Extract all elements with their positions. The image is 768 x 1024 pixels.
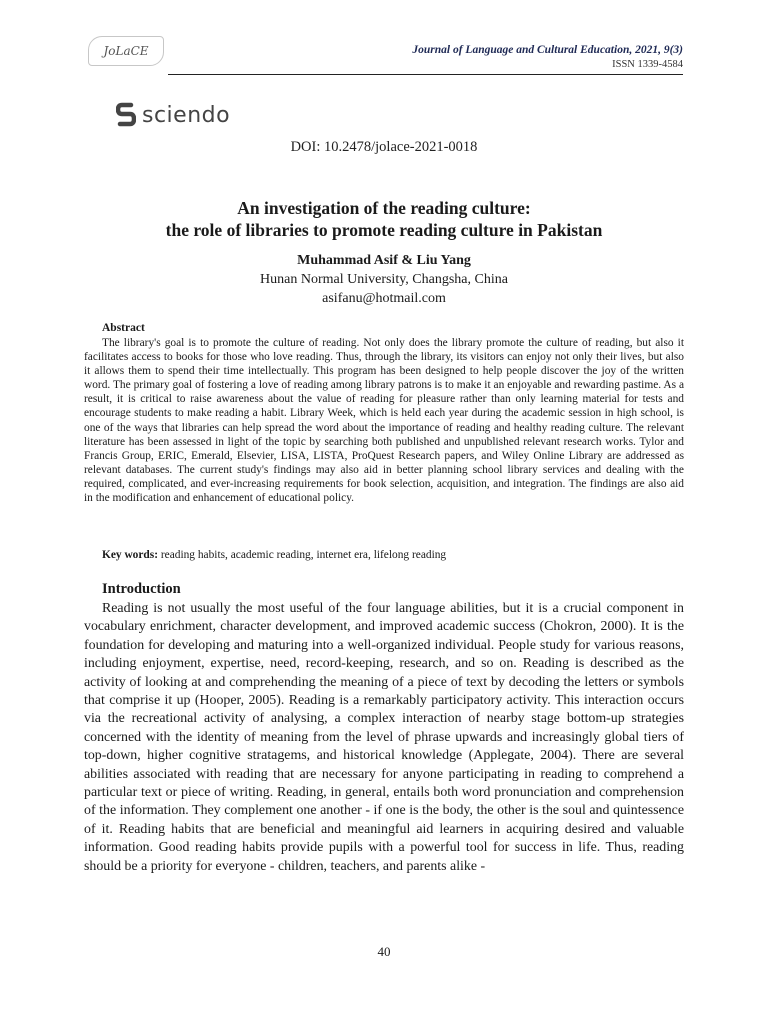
title-line-2: the role of libraries to promote reading culture in Pakistan [165, 220, 603, 240]
jolace-logo [88, 36, 164, 66]
header-divider [168, 74, 683, 75]
keywords-text: reading habits, academic reading, internet era, lifelong reading [158, 549, 447, 561]
keywords [102, 549, 446, 561]
paper-title [0, 197, 768, 241]
introduction-heading: Introduction [102, 581, 181, 597]
page-number: 40 [377, 944, 391, 959]
sciendo-s-icon [116, 101, 136, 129]
abstract-text: The library's goal is to promote the culture of reading. Not only does the library promote the culture of reading, but also it facilitates access to books for those who love reading. Thus, through the library, its visitors can enjoy not only their lives, but also it allows them to spend their time intellectually. This program has been designed to help people discover the joy of the written word. The primary goal of fostering a love of reading among library patrons is to make it an enjoyable and rewarding pastime. As a result, it is critical to raise awareness about the value of reading for pleasure rather than only learning material for tests and encourage students to make reading a habit. Library Week, which is held each year during the academic session in high school, is one of the ways that libraries can help spread the word about the importance of reading and healthy reading culture. The relevant literature has been assessed in light of the topic by searching both published and unpublished relevant research works. Tylor and Francis Group, ERIC, Emerald, Elsevier, LISA, LISTA, ProQuest Research papers, and Wiley Online Library are addressed as relevant databases. The current study's findings may also aid in better planning school library services and dealing with the required, complicated, and ever-increasing requirements for book selection, acquisition, and integration. The findings are also aid in the modification and enhancement of educational policy. [84, 337, 684, 505]
abstract-heading: Abstract [102, 322, 145, 334]
authors: Muhammad Asif & Liu Yang [297, 253, 471, 268]
publisher-logo [116, 101, 230, 129]
jolace-logo-text: JoLaCE [103, 44, 149, 58]
title-line-1: An investigation of the reading culture: [237, 198, 531, 218]
affiliation: Hunan Normal University, Changsha, China [260, 272, 508, 287]
author-email: asifanu@hotmail.com [322, 291, 446, 306]
publisher-name: sciendo [142, 102, 231, 128]
issn: ISSN 1339-4584 [612, 59, 683, 70]
doi: DOI: 10.2478/jolace-2021-0018 [290, 139, 478, 155]
introduction-text: Reading is not usually the most useful of the four language abilities, but it is a crucial component in vocabulary enrichment, character development, and improved academic success (Chokron, 2000). It is the foundation for developing and maturing into a well-organized individual. People study for various reasons, including enjoyment, expertise, need, record-keeping, research, and so on. Reading is described as the activity of looking at and comprehending the meaning of a piece of text by decoding the letters or symbols that comprise it up (Hooper, 2005). Reading is a remarkably participatory activity. This interaction occurs via the recreational activity of analysing, a complex interaction of nearby stage bottom-up strategies concerned with the identity of meaning from the level of phrase upwards and increasingly global tiers of top-down, higher cognitive stratagems, and historical knowledge (Applegate, 2004). There are several abilities associated with reading that are necessary for anyone participating in reading to comprehend a particular text or piece of writing. Reading, in general, entails both word pronunciation and comprehension of the information. They complement one another - if one is the body, the other is the soul and quintessence of it. Reading habits that are beneficial and meaningful aid learners in acquiring desired and valuable information. Good reading habits provide pupils with a powerful tool for success in life. Thus, reading should be a priority for everyone - children, teachers, and parents alike - [84, 601, 684, 874]
journal-citation: Journal of Language and Cultural Education, 2021, 9(3) [412, 44, 683, 56]
keywords-label: Key words: [102, 549, 158, 561]
